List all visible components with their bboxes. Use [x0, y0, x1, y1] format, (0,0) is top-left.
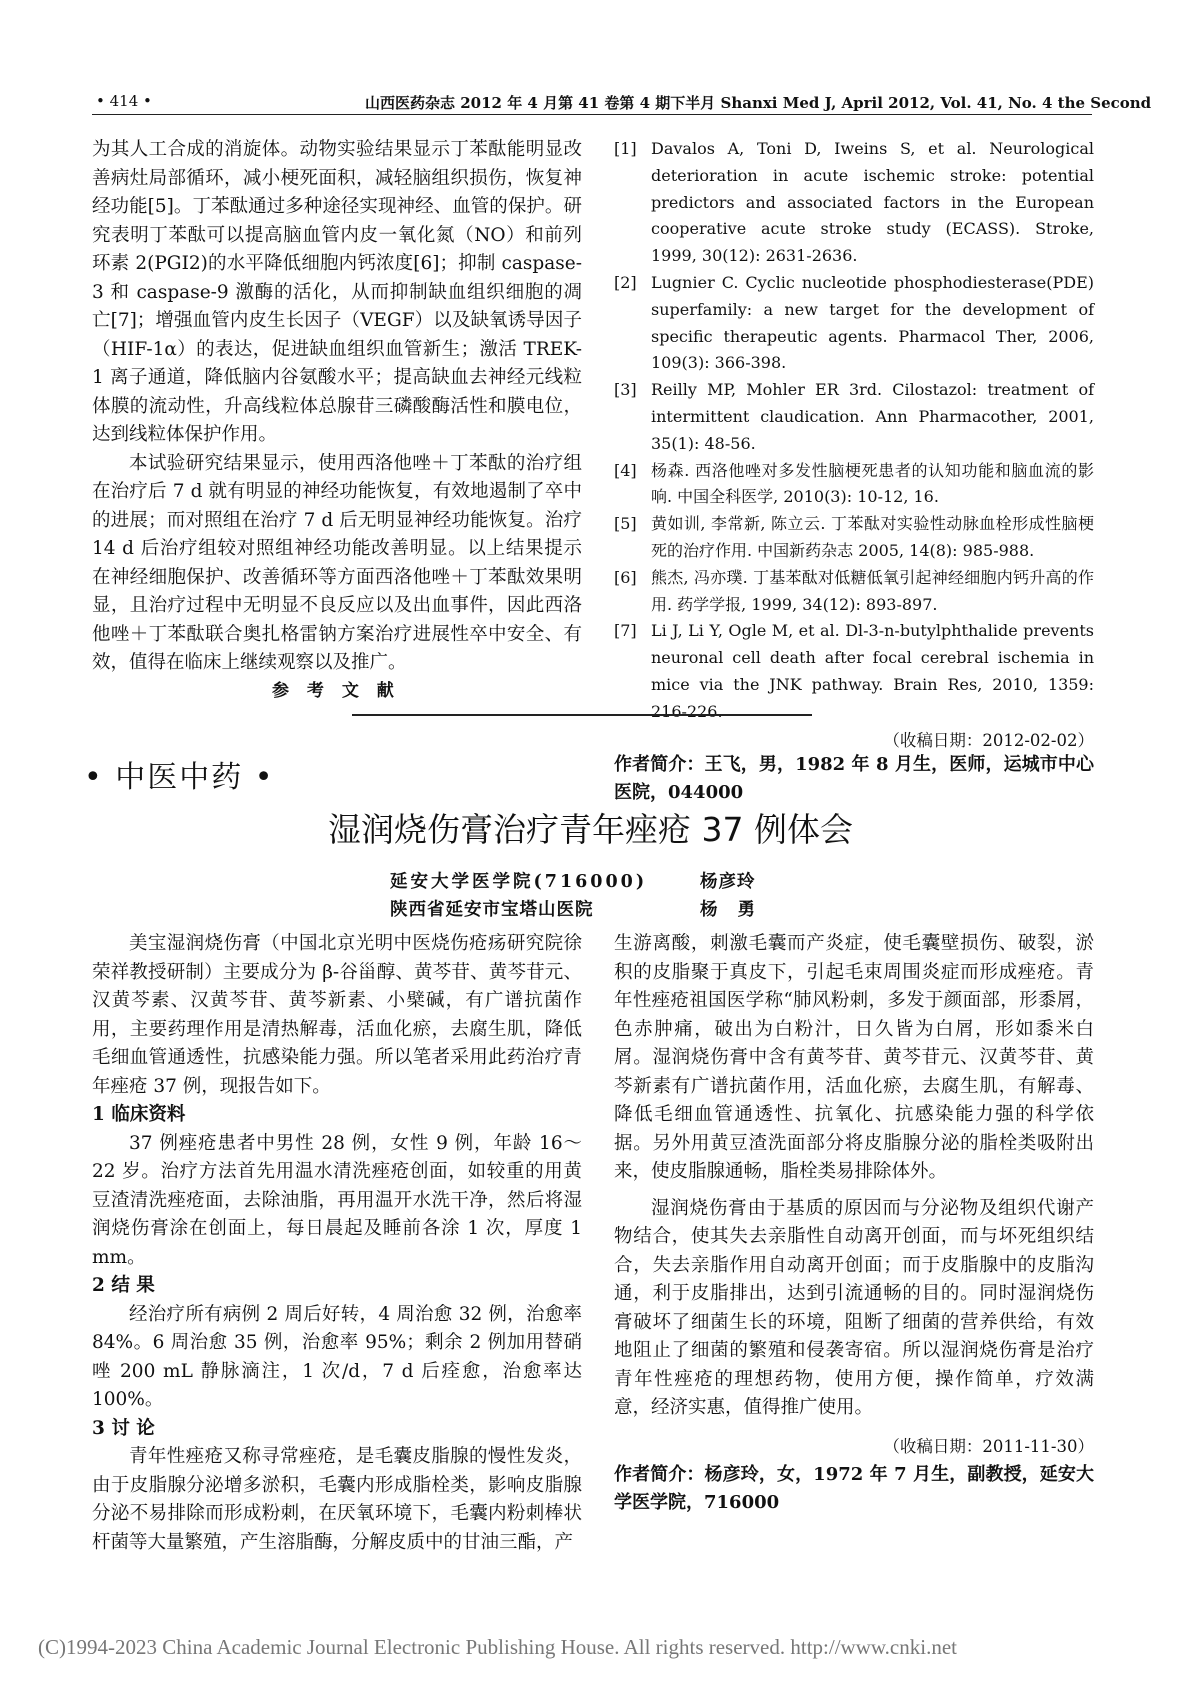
reference-text: Li J, Li Y, Ogle M, et al. Dl-3-n-butylphthalide prevents neuronal cell death after focal cerebral ischemia in mice via the JNK pathway. Brain Res, 2010, 1359: 216-226.: [651, 621, 1094, 721]
article1-left-column: [92, 136, 582, 678]
article-title: 湿润烧伤膏治疗青年痤疮 37 例体会: [328, 810, 853, 849]
subheading: 3 讨 论: [92, 1417, 155, 1439]
author-bio: 作者简介：王飞，男，1982 年 8 月生，医师，运城市中心医院，044000: [614, 753, 1094, 803]
article-divider: [352, 714, 812, 716]
reference-number: [4]: [614, 460, 637, 480]
body-paragraph: 经治疗所有病例 2 周后好转，4 周治愈 32 例，治愈率 84%。6 周治愈 35 例，治愈率 95%；剩余 2 例加用替硝唑 200 mL 静脉滴注，1 次/d，7 d 后痊愈，治愈率达 100%。: [92, 1303, 582, 1410]
article1-paragraph: 本试验研究结果显示，使用西洛他唑＋丁苯酞的治疗组在治疗后 7 d 就有明显的神经功能恢复，有效地遏制了卒中的进展；而对照组在治疗 7 d 后无明显神经功能恢复。治疗 14 d 后治疗组较对照组神经功能改善明显。以上结果提示在神经细胞保护、改善循环等方面西洛他唑＋丁苯酞效果明显，且治疗过程中无明显不良反应以及出血事件，因此西洛他唑＋丁苯酞联合奥扎格雷钠方案治疗进展性卒中安全、有效，值得在临床上继续观察以及推广。: [92, 452, 582, 673]
body-paragraph: 生游离酸，刺激毛囊而产炎症，使毛囊壁损伤、破裂，淤积的皮脂聚于真皮下，引起毛束周围炎症而形成痤疮。青年性痤疮祖国医学称“肺风粉刺，多发于颜面部，形黍屑，色赤肿痛，破出为白粉汁，日久皆为白屑，形如黍米白屑。湿润烧伤膏中含有黄芩苷、黄芩苷元、汉黄芩苷、黄芩新素有广谱抗菌作用，活血化瘀，去腐生肌，有解毒、降低毛细血管通透性、抗氧化、抗感染能力强的科学依据。另外用黄豆渣洗面部分将皮脂腺分泌的脂栓类吸附出来，使皮脂腺通畅，脂栓类易排除体外。: [614, 933, 1094, 1182]
running-header: 山西医药杂志 2012 年 4 月第 41 卷第 4 期下半月 Shanxi Med J, April 2012, Vol. 41, No. 4 the Second: [365, 94, 1152, 112]
author-name: 杨勇: [700, 900, 775, 920]
reference-item: [614, 377, 1094, 457]
article2-right-column: [614, 930, 1094, 1517]
reference-text: 熊杰, 冯亦璞. 丁基苯酞对低糖低氧引起神经细胞内钙升高的作用. 药学学报, 1999, 34(12): 893-897.: [651, 567, 1094, 614]
reference-text: 杨森. 西洛他唑对多发性脑梗死患者的认知功能和脑血流的影响. 中国全科医学, 2010(3): 10-12, 16.: [651, 460, 1094, 507]
subheading: 2 结 果: [92, 1275, 155, 1296]
author-bio: 作者简介：杨彦玲，女，1972 年 7 月生，副教授，延安大学医学院，716000: [614, 1464, 1094, 1513]
reference-number: [3]: [614, 380, 637, 400]
reference-text: Davalos A, Toni D, Iweins S, et al. Neurological deterioration in acute ischemic stroke: potential predictors and associated factors in the European cooperative acute stroke study (ECASS). Stroke, 1999, 30(12): 2631-2636.: [651, 139, 1094, 266]
header-rule: [92, 114, 1092, 115]
body-paragraph: 青年性痤疮又称寻常痤疮，是毛囊皮脂腺的慢性发炎，由于皮脂腺分泌增多淤积，毛囊内形成脂栓类，影响皮脂腺分泌不易排除而形成粉刺，在厌氧环境下，毛囊内粉刺棒状杆菌等大量繁殖，产生溶脂酶，分解皮质中的甘油三酯，产: [92, 1446, 582, 1553]
reference-item: [614, 270, 1094, 377]
received-date: （收稿日期：2011-11-30）: [883, 1436, 1094, 1456]
reference-number: [6]: [614, 567, 637, 587]
affiliation: 延安大学医学院(716000): [390, 872, 648, 892]
reference-item: [614, 458, 1094, 512]
reference-item: [614, 618, 1094, 725]
section-label: • 中医中药 •: [84, 760, 275, 795]
reference-number: [1]: [614, 139, 637, 158]
reference-text: 黄如训, 李常新, 陈立云. 丁苯酞对实验性动脉血栓形成性脑梗死的治疗作用. 中国新药杂志 2005, 14(8): 985-988.: [651, 514, 1094, 560]
reference-number: [7]: [614, 621, 637, 641]
reference-text: Lugnier C. Cyclic nucleotide phosphodiesterase(PDE) superfamily: a new target for the development of specific therapeutic agents. Pharmacol Ther, 2006, 109(3): 366-398.: [651, 272, 1094, 373]
subheading: 1 临床资料: [92, 1104, 186, 1125]
article1-paragraph: 为其人工合成的消旋体。动物实验结果显示丁苯酞能明显改善病灶局部循环，减小梗死面积，减轻脑组织损伤，恢复神经功能[5]。丁苯酞通过多种途径实现神经、血管的保护。研究表明丁苯酞可以提高脑血管内皮一氧化氮（NO）和前列环素 2(PGI2)的水平降低细胞内钙浓度[6]；抑制 caspase-3 和 caspase-9 激酶的活化，从而抑制缺血组织细胞的凋亡[7]；增强血管内皮生长因子（VEGF）以及缺氧诱导因子（HIF-1α）的表达，促进缺血组织血管新生；激活 TREK-1 离子通道，降低脑内谷氨酸水平；提高缺血去神经元线粒体膜的流动性，升高线粒体总腺苷三磷酸酶活性和膜电位，达到线粒体保护作用。: [92, 139, 582, 445]
references-heading: 参 考 文 献: [272, 681, 400, 701]
reference-number: [5]: [614, 514, 637, 534]
copyright-footer: (C)1994-2023 China Academic Journal Electronic Publishing House. All rights reserved. http://www.cnki.net: [38, 1635, 957, 1659]
body-paragraph: 37 例痤疮患者中男性 28 例，女性 9 例，年龄 16～22 岁。治疗方法首先用温水清洗痤疮创面，如较重的用黄豆渣清洗痤疮面，去除油脂，再用温开水洗干净，然后将湿润烧伤膏涂在创面上，每日晨起及睡前各涂 1 次，厚度 1 mm。: [92, 1132, 582, 1268]
page-number: • 414 •: [96, 92, 152, 110]
reference-item: [614, 565, 1094, 619]
body-paragraph: 美宝湿润烧伤膏（中国北京光明中医烧伤疮疡研究院徐荣祥教授研制）主要成分为 β-谷甾醇、黄芩苷、黄芩苷元、汉黄芩素、汉黄芩苷、黄芩新素、小檗碱，有广谱抗菌作用，主要药理作用是清热解毒，活血化瘀，去腐生肌，降低毛细血管通透性，抗感染能力强。所以笔者采用此药治疗青年痤疮 37 例，现报告如下。: [92, 933, 582, 1097]
author-name: 杨彦玲: [700, 872, 756, 892]
affiliation: 陕西省延安市宝塔山医院: [390, 900, 594, 920]
body-paragraph: 湿润烧伤膏由于基质的原因而与分泌物及组织代谢产物结合，使其失去亲脂性自动离开创面，而与坏死组织结合，失去亲脂作用自动离开创面；而于皮脂腺中的皮脂沟通，利于皮脂排出，达到引流通畅的目的。同时湿润烧伤膏破坏了细菌生长的环境，阻断了细菌的营养供给，有效地阻止了细菌的繁殖和侵袭寄宿。所以湿润烧伤膏是治疗青年性痤疮的理想药物，使用方便，操作简单，疗效满意，经济实惠，值得推广使用。: [614, 1197, 1094, 1418]
article2-left-column: [92, 930, 582, 1557]
reference-text: Reilly MP, Mohler ER 3rd. Cilostazol: treatment of intermittent claudication. Ann Pharmacother, 2001, 35(1): 48-56.: [651, 380, 1094, 453]
reference-item: [614, 511, 1094, 565]
reference-item: [614, 136, 1094, 270]
received-date: （收稿日期：2012-02-02）: [883, 730, 1094, 750]
article1-references: [614, 136, 1094, 807]
reference-number: [2]: [614, 272, 637, 292]
